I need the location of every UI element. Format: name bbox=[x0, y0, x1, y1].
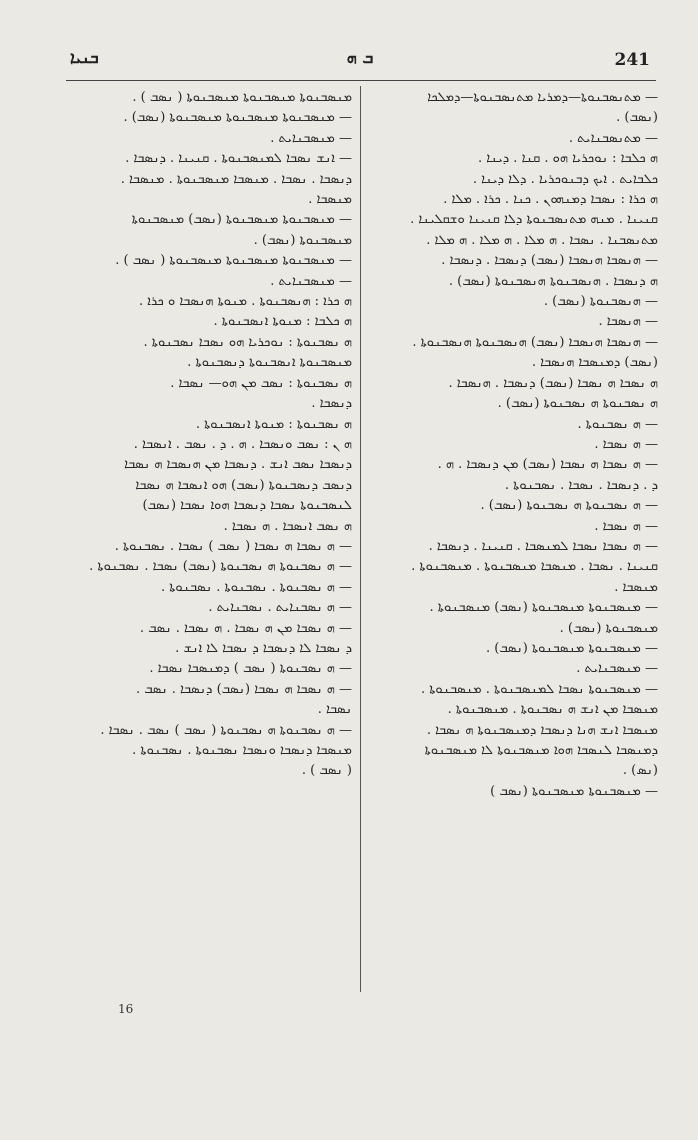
entry-line: — ܗ ܢܣܒܢܘܬܐ ܗ ܢܣܒܢܘܬܐ ( ܢܣܒ ) ܢܣܒ . ܢܣܒܐ . bbox=[100, 722, 352, 738]
running-head-center-letter: ܒ ܗ bbox=[346, 48, 374, 67]
entry-line: ܩܢܝܢܐ . ܡܢܗ ܡܬܢܣܒܢܘܬܐ ܕܠܐ ܩܢܝܢܐ ܘܫܩܠܝܢܐ . bbox=[410, 212, 658, 228]
entry-line: ܗ ܟܪܐ : ܗܢܣܒܢܘܬܐ . ܡܢܘܬܐ ܗܢܣܒܐ ܘ ܟܪܐ . bbox=[138, 294, 352, 310]
entry-line: ܗ ܢܣܒܐ ܗ ܢܣܒܐ (ܢܣܒ) ܕܢܣܒܐ . ܗܢܣܒܐ . bbox=[448, 375, 658, 391]
entry-line: ܡܢܣܒܢܘܬܐ (ܢܣܒ) . bbox=[559, 620, 658, 636]
entry-line: ܡܢܣܒܢܘܬܐ (ܢܣܒ) . bbox=[253, 232, 352, 248]
page-number: 241 bbox=[614, 50, 650, 70]
entry-line: ܕܡܢܣܒܐ ܠܢܣܒܐ ܗܘܐ ܡܢܣܒܢܘܬܐ ܠܐ ܡܢܣܒܢܘܬܐ bbox=[424, 743, 658, 758]
entry-line: ܕܢܣܒܐ . ܢܣܒܐ . ܡܢܣܒܐ ܡܢܣܒܢܘܬܐ . ܡܢܣܒܐ . bbox=[120, 171, 352, 187]
entry-line: ܡܢܣܒܐ . bbox=[614, 579, 658, 595]
entry-line: — ܗܢܣܒܐ ܗܢܣܒܐ (ܢܣܒ) ܕܢܣܒܐ . ܕܢܣܒܐ . bbox=[441, 253, 658, 269]
entry-line: — ܗ ܢܣܒܢܘܬܐ ( ܢܣܒ ) ܕܡܢܣܒܐ ܢܣܒܐ . bbox=[149, 661, 352, 677]
entry-line: — ܗ ܢܣܒܐ ܡܢ ܗ ܢܣܒܐ . ܗ ܢܣܒܐ . ܢܣܒ . bbox=[139, 620, 352, 636]
entry-line: ܗ ܢܣܒ ܐܢܣܒܐ . ܗ ܢܣܒܐ . bbox=[223, 518, 352, 534]
entry-line: — ܡܢܣܒܢܘܬܐ ܡܢܣܒܢܘܬܐ (ܢܣܒ) ܡܢܣܒܢܘܬܐ . bbox=[429, 600, 658, 616]
entry-line: — ܗܢܣܒܢܘܬܐ (ܢܣܒ) . bbox=[543, 294, 658, 310]
entry-line: — ܡܬܢܣܒܢܐܝܬ . bbox=[568, 130, 658, 146]
entry-line: — ܗܢܣܒܐ . bbox=[598, 314, 658, 330]
entry-line: ܠܢܣܒܢܘܬܐ ܢܣܒܐ ܕܢܣܒܐ ܗܘܐ ܢܣܒܐ (ܢܣܒ) bbox=[142, 498, 352, 514]
running-head-left-word: ܒܢܝܐ bbox=[70, 48, 99, 67]
entry-line: ܕܢܣܒܐ . bbox=[311, 396, 352, 412]
entry-line: (ܢܣ) . bbox=[622, 763, 658, 779]
entry-line: ܗ ܟܠܒܐ : ܡܢܘܬܐ ܐܢܣܒܢܘܬܐ . bbox=[213, 314, 352, 330]
entry-line: — ܗ ܢܣܒܐ ܗ ܢܣܒܐ (ܢܣܒ) ܕܢܣܒܐ . ܢܣܒ . bbox=[135, 681, 352, 697]
entry-line: — ܡܬܢܣܒܢܘܬܐ—ܕܡܪܝܐ ܡܬܢܣܒܢܘܬܐ—ܕܡܠܟܐ bbox=[427, 90, 658, 105]
entry-line: ܡܢܣܒܐ . bbox=[308, 192, 352, 208]
entry-line: — ܡܢܣܒܢܘܬܐ ܡܢܣܒܢܘܬܐ (ܢܣܒ ) bbox=[490, 783, 658, 799]
entry-line: — ܡܢܣܒܢܘܬܐ ܡܢܣܒܢܘܬܐ ܡܢܣܒܢܘܬܐ ( ܢܣܒ ) . bbox=[115, 253, 352, 269]
left-column bbox=[70, 88, 352, 782]
entry-line: — ܡܢܣܒܢܘܬܐ ܢܣܒܐ ܠܡܢܣܒܢܘܬܐ . ܡܢܣܒܢܘܬܐ . bbox=[420, 681, 658, 697]
column-divider bbox=[360, 86, 361, 992]
entry-line: — ܡܢܣܒܢܐܝܬ . bbox=[270, 130, 352, 146]
entry-line: — ܡܢܣܒܢܘܬܐ ܡܢܣܒܢܘܬܐ (ܢܣܒ) ܡܢܣܒܢܘܬܐ bbox=[131, 212, 352, 228]
entry-line: ܗ ܟܪܐ : ܢܣܒܐ ܕܡܢܗܘܢ . ܟܢܐ . ܟܪܐ . ܡܠܐ . bbox=[443, 192, 658, 208]
entry-line: ܕ ܢܣܒܐ ܠܐ ܕܢܣܒܐ ܕ ܢܣܒܐ ܠܐ ܐܢܫ . bbox=[175, 640, 352, 656]
entry-line: ܟܠܒܐܝܬ . ܐܝܟ ܕܒܢܘܟܪܝܐ . ܕܠܐ ܕܝܢܐ . bbox=[472, 171, 658, 187]
entry-line: ܗ ܢ : ܢܣܒ ܘܢܣܒܐ . ܗ . ܕ . ܢܣܒ . ܐܢܣܒܐ . bbox=[133, 436, 352, 452]
entry-line: ܕܢܣܒ ܕܢܣܒܢܘܬܐ (ܢܣܒ) ܗܘ ܐܢܣܒܐ ܗ ܢܣܒܐ bbox=[135, 477, 352, 493]
entry-line: — ܗ ܢܣܒܢܘܬܐ ܗ ܢܣܒܢܘܬܐ (ܢܣܒ) . bbox=[480, 498, 658, 514]
entry-line: ܗ ܢܣܒܢܘܬܐ ܗ ܢܣܒܢܘܬܐ (ܢܣܒ) . bbox=[497, 396, 658, 412]
entry-line: — ܐܢܫ ܢܣܒܐ ܠܡܢܣܒܢܘܬܐ . ܩܢܝܢܐ . ܕܢܣܒܐ . bbox=[125, 151, 352, 167]
entry-line: ܗ ܢܣܒܢܘܬܐ : ܡܢܘܬܐ ܐܢܣܒܢܘܬܐ . bbox=[195, 416, 352, 432]
entry-line: — ܡܢܣܒܢܐܝܬ . bbox=[576, 661, 658, 677]
entry-line: ܡܢܣܒܢܘܬܐ ܡܢܣܒܢܘܬܐ ܡܢܣܒܢܘܬܐ ( ܢܣܒ ) . bbox=[132, 90, 352, 105]
entry-line: ܗ ܢܣܒܢܘܬܐ : ܢܣܒ ܡܢ ܗܘ— ܢܣܒܐ . bbox=[170, 375, 352, 391]
entry-line: ܡܢܣܒܐ ܕܢܣܒܐ ܘܢܣܒܐ ܢܣܒܢܘܬܐ . ܢܣܒܢܘܬܐ . bbox=[132, 743, 352, 758]
signature-mark: 16 bbox=[118, 1002, 134, 1016]
entry-line: (ܢܣܒ) . bbox=[616, 110, 658, 126]
entry-line: — ܗܢܣܒܐ ܗܢܣܒܐ (ܢܣܒ) ܗܢܣܒܢܘܬܐ ܗܢܣܒܢܘܬܐ . bbox=[412, 334, 658, 350]
entry-line: — ܡܢܣܒܢܐܝܬ . bbox=[270, 273, 352, 289]
entry-line: — ܗ ܢܣܒܐ ܗ ܢܣܒܐ (ܢܣܒ) ܡܢ ܕܢܣܒܐ . ܗ . bbox=[437, 457, 658, 473]
running-head bbox=[70, 48, 650, 76]
entry-line: ܕ . ܕܢܣܒܐ . ܢܣܒܐ . ܢܣܒܢܘܬܐ . bbox=[504, 477, 658, 493]
entry-line: ܢܣܒܐ . bbox=[317, 702, 352, 718]
entry-line: ܡܢܣܒܢܘܬܐ ܐܢܣܒܢܘܬܐ ܕܢܣܒܢܘܬܐ . bbox=[187, 355, 352, 371]
entry-line: — ܗ ܢܣܒܢܐܝܬ . ܢܣܒܢܐܝܬ . bbox=[208, 600, 352, 616]
entry-line: ܡܢܣܒܐ ܐܢܫ ܗܢܐ ܕܢܣܒܐ ܕܡܢܣܒܢܘܬܐ ܗ ܢܣܒܐ . bbox=[426, 722, 658, 738]
right-column bbox=[368, 88, 658, 802]
entry-line: ܗ ܢܣܒܢܘܬܐ : ܢܘܟܪܝܐ ܗܘ ܢܣܒܐ ܢܣܒܢܘܬܐ . bbox=[143, 334, 352, 350]
entry-line: ܗ ܕܢܣܒܐ . ܗܢܣܒܢܘܬܐ ܗܢܣܒܢܘܬܐ (ܢܣܒ) . bbox=[448, 273, 658, 289]
entry-line: — ܡܢܣܒܢܘܬܐ ܡܢܣܒܢܘܬܐ ܡܢܣܒܢܘܬܐ (ܢܣܒ) . bbox=[123, 110, 352, 126]
entry-line: — ܗ ܢܣܒܐ ܢܣܒܐ ܠܡܢܣܒܐ . ܩܢܝܢܐ . ܕܢܣܒܐ . bbox=[428, 538, 658, 554]
entry-line: ( ܢܣܒ ) . bbox=[301, 763, 352, 779]
header-rule bbox=[66, 80, 656, 81]
entry-line: ܕܢܣܒܐ ܢܣܒ ܐܢܫ . ܕܢܣܒܐ ܡܢ ܗܢܣܒܐ ܗ ܢܣܒܐ bbox=[124, 457, 352, 473]
entry-line: — ܗ ܢܣܒܢܘܬܐ . ܢܣܒܢܘܬܐ . ܢܣܒܢܘܬܐ . bbox=[160, 579, 352, 595]
entry-line: ܗ ܟܠܒܐ : ܢܘܟܪܝܐ ܗܘ . ܩܢܐ . ܕܝܢܐ . bbox=[478, 151, 658, 167]
entry-line: ܡܢܣܒܐ ܡܢ ܐܢܫ ܗ ܢܣܒܢܘܬܐ . ܡܢܣܒܢܘܬܐ . bbox=[447, 702, 658, 718]
entry-line: — ܗ ܢܣܒܐ . bbox=[594, 518, 658, 534]
entry-line: — ܡܢܣܒܢܘܬܐ ܡܢܣܒܢܘܬܐ (ܢܣܒ) . bbox=[486, 640, 658, 656]
entry-line: — ܗ ܢܣܒܐ ܗ ܢܣܒܐ ( ܢܣܒ ) ܢܣܒܐ . ܢܣܒܢܘܬܐ . bbox=[114, 538, 352, 554]
entry-line: (ܢܣܒ) ܕܡܢܣܒܐ ܗܢܣܒܐ . bbox=[531, 355, 658, 371]
entry-line: ܩܢܝܢܐ . ܢܣܒܐ . ܡܢܣܒܐ ܡܢܣܒܢܘܬܐ . ܡܢܣܒܢܘܬܐ . bbox=[411, 559, 658, 575]
entry-line: — ܗ ܢܣܒܢܘܬܐ ܗ ܢܣܒܢܘܬܐ (ܢܣܒ) ܢܣܒܐ . ܢܣܒܢܘܬܐ . bbox=[89, 559, 352, 575]
entry-line: — ܗ ܢܣܒܐ . bbox=[594, 436, 658, 452]
entry-line: — ܗ ܢܣܒܢܘܬܐ . bbox=[577, 416, 658, 432]
entry-line: ܡܬܢܣܒܢܐ . ܢܣܒܐ . ܗ ܡܠܐ . ܗ ܡܠܐ . ܗ ܡܠܐ . bbox=[426, 232, 658, 248]
